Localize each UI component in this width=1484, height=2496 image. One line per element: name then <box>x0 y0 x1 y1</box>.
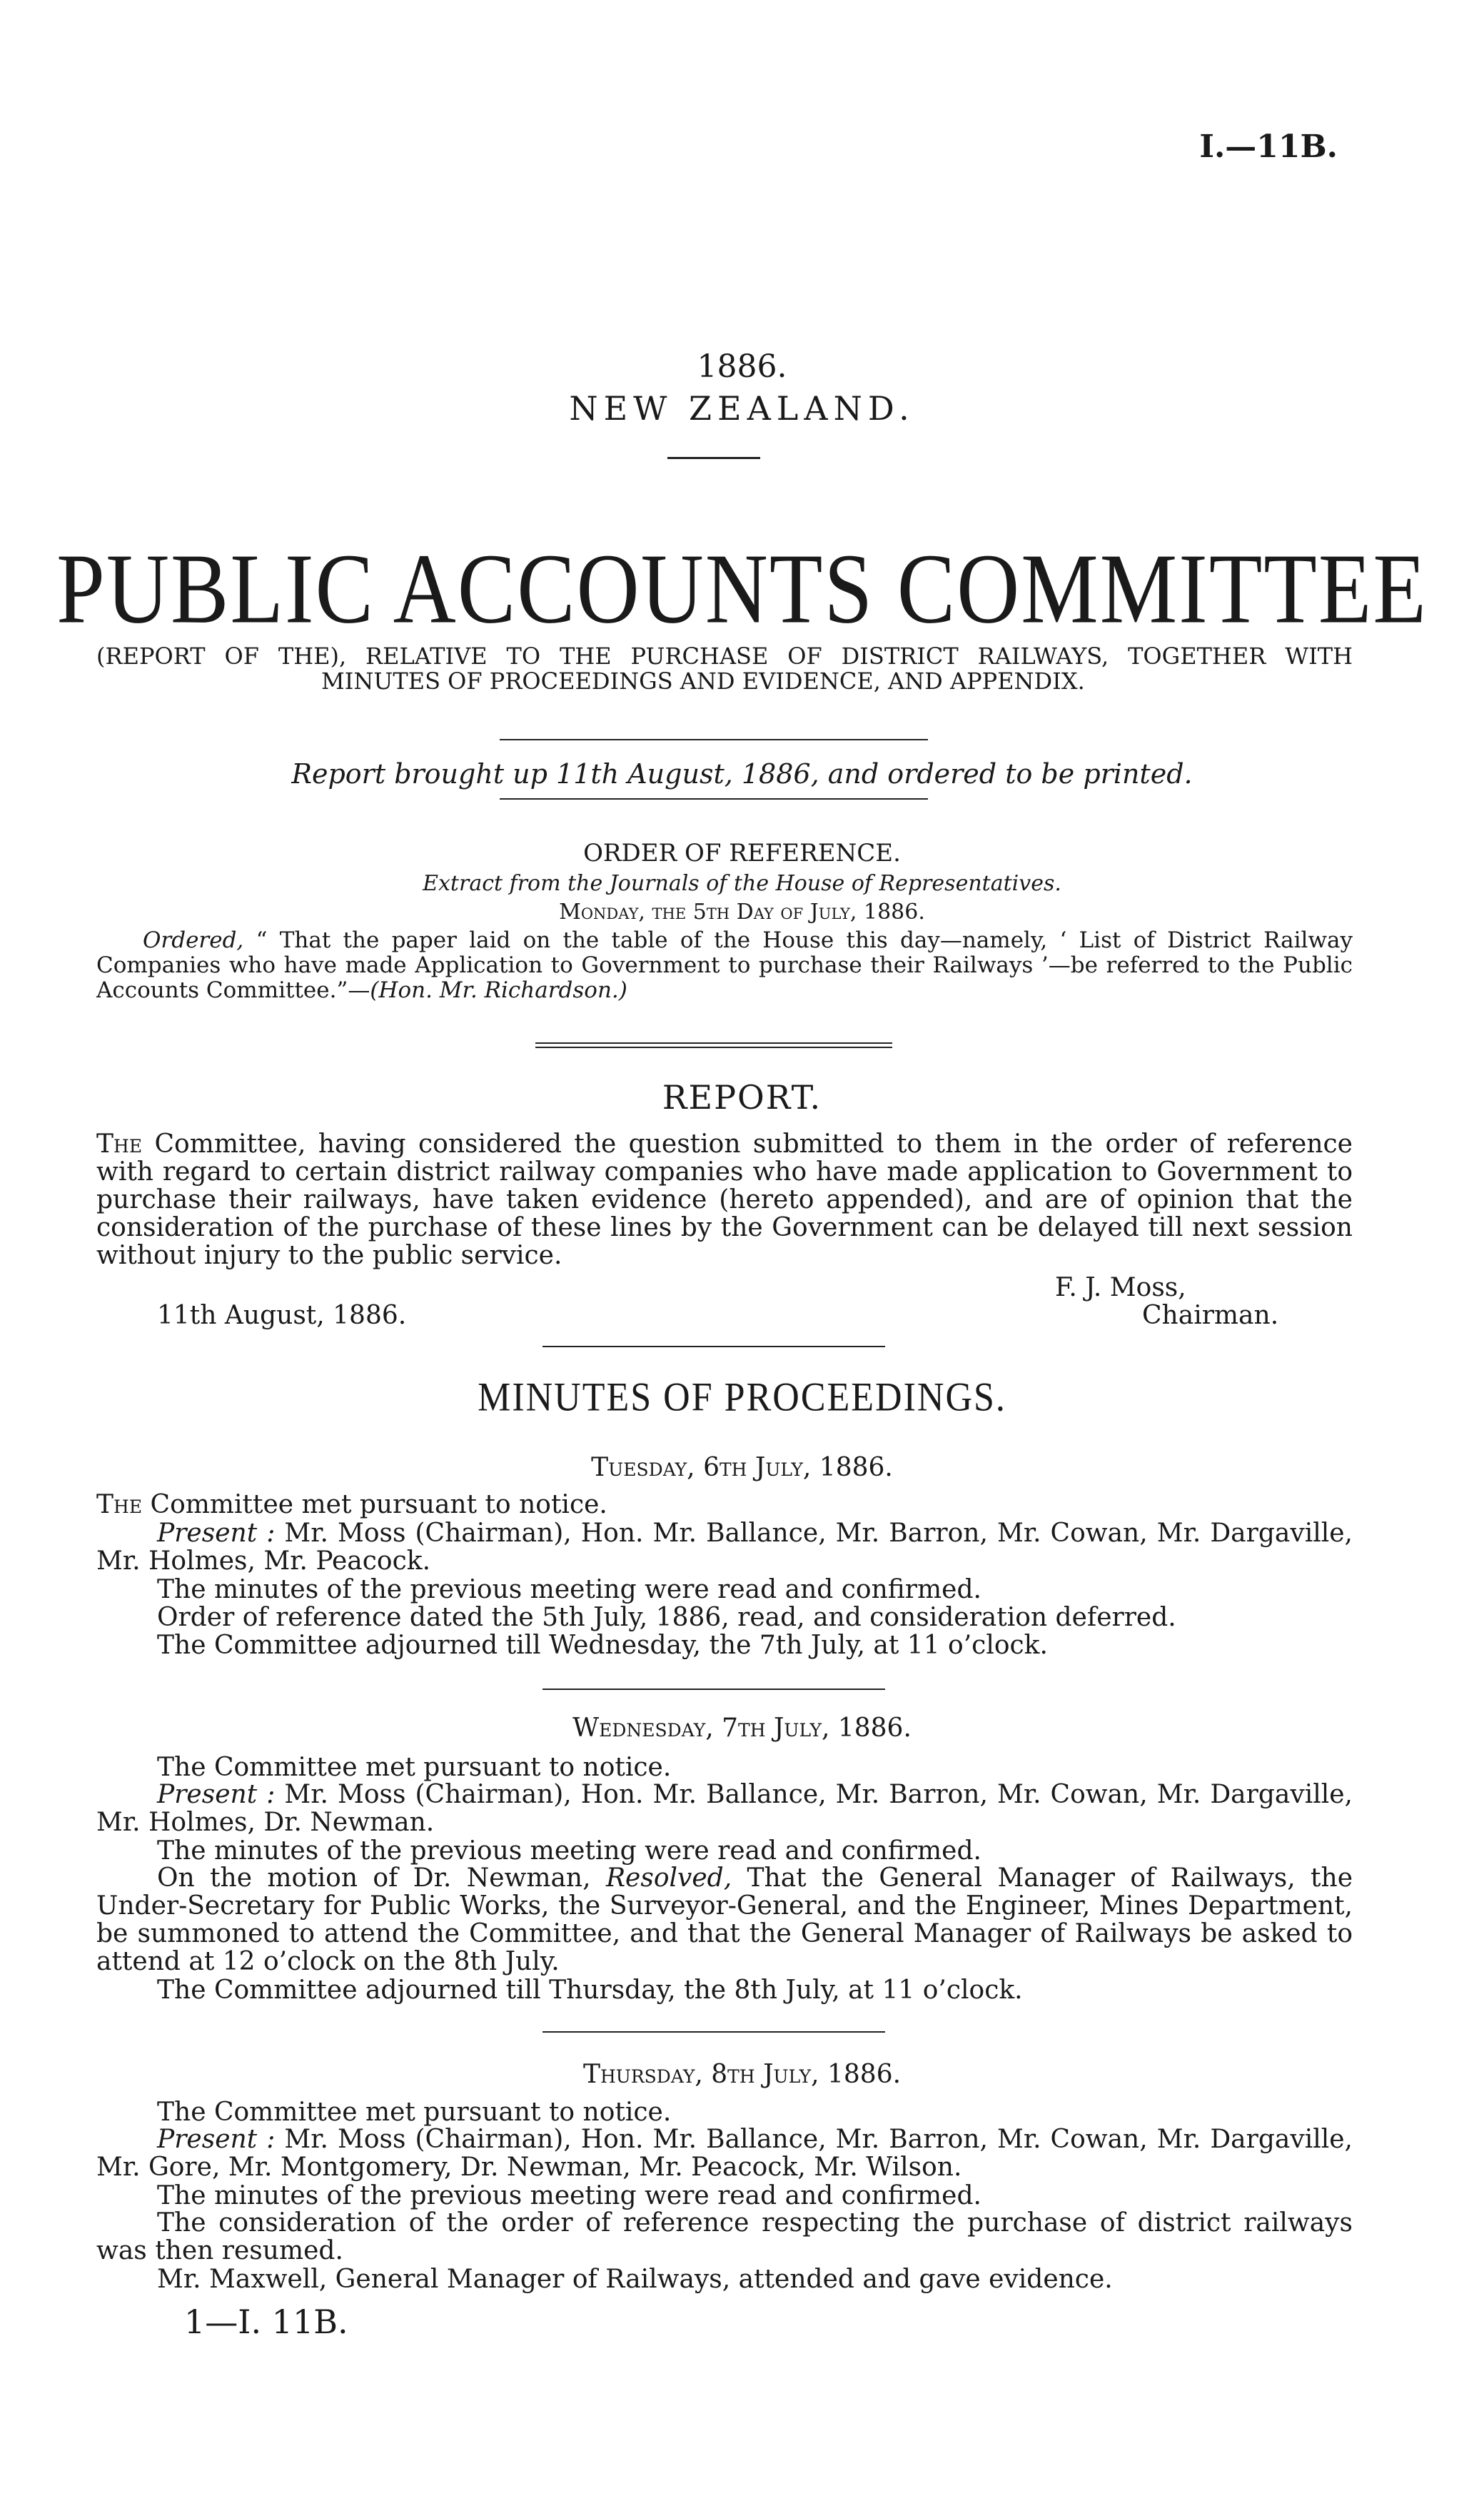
session-1-the: The <box>96 1490 143 1519</box>
session-2-resolved: Resolved, <box>605 1863 732 1893</box>
session-1-present-label: Present : <box>157 1519 276 1548</box>
ordered-word: Ordered, <box>143 927 244 953</box>
session-3-present <box>96 2125 1353 2181</box>
order-text <box>96 928 1353 1003</box>
session-3-line-3: The minutes of the previous meeting were read and confirmed. <box>157 2181 981 2210</box>
divider <box>542 1689 885 1690</box>
order-mover: (Hon. Mr. Richardson.) <box>370 977 627 1003</box>
report-heading: REPORT. <box>662 1078 822 1117</box>
session-2-line-1: The Committee met pursuant to notice. <box>157 1753 672 1782</box>
session-2-motion-a: On the motion of Dr. Newman, <box>157 1863 606 1893</box>
divider <box>667 457 760 459</box>
report-text <box>96 1130 1353 1269</box>
document-title: PUBLIC ACCOUNTS COMMITTEE <box>56 533 1428 645</box>
session-1-line-4: Order of reference dated the 5th July, 1886, read, and consideration deferred. <box>157 1603 1176 1632</box>
session-2-line-5: The Committee adjourned till Thursday, the 8th July, at 11 o’clock. <box>157 1976 1023 2005</box>
divider <box>535 1047 892 1048</box>
divider <box>542 1346 885 1347</box>
session-3-line-1: The Committee met pursuant to notice. <box>157 2098 672 2127</box>
report-date: 11th August, 1886. <box>157 1301 407 1330</box>
order-date: Monday, the 5th Day of July, 1886. <box>559 900 925 925</box>
session-3-line-4: The consideration of the order of reference respecting the purchase of district railways was then resumed. <box>96 2208 1353 2265</box>
session-1-line-3: The minutes of the previous meeting were read and confirmed. <box>157 1575 981 1604</box>
session-3-present-label: Present : <box>157 2125 276 2154</box>
country: NEW ZEALAND. <box>569 389 915 428</box>
order-body: “ That the paper laid on the table of the House this day—namely, ‘ List of District Railway Companies who have made Application to Government to purchase their Railways ’—be referred to the Public Accounts Committee.”— <box>96 927 1353 1003</box>
divider <box>542 2031 885 2033</box>
session-3-line-5: Mr. Maxwell, General Manager of Railways, attended and gave evidence. <box>157 2265 1113 2294</box>
session-1-met: Committee met pursuant to notice. <box>142 1490 607 1519</box>
document-reference: I.—11B. <box>1199 129 1338 165</box>
session-2-present-text: Mr. Moss (Chairman), Hon. Mr. Ballance, Mr. Barron, Mr. Cowan, Mr. Dargaville, Mr. Holmes, Dr. Newman. <box>96 1780 1353 1837</box>
session-2-line-3: The minutes of the previous meeting were read and confirmed. <box>157 1836 981 1866</box>
session-1-line-5: The Committee adjourned till Wednesday, the 7th July, at 11 o’clock. <box>157 1631 1048 1660</box>
session-2-present <box>96 1781 1353 1836</box>
session-3-present-text: Mr. Moss (Chairman), Hon. Mr. Ballance, Mr. Barron, Mr. Cowan, Mr. Dargaville, Mr. Gore, Mr. Montgomery, Dr. Newman, Mr. Peacock, Mr. Wilson. <box>96 2125 1353 2182</box>
divider <box>535 1042 892 1044</box>
session-2-motion-b: That the General Manager of Railways, the Under-Secretary for Public Works, the Surveyor-General, and the Engineer, Mines Department, be summoned to attend the Committee, and that the General Manager of Railways be asked to attend at 12 o’clock on the 8th July. <box>96 1863 1353 1976</box>
order-extract: Extract from the Journals of the House of Representatives. <box>423 871 1061 896</box>
session-1-line-1 <box>96 1490 607 1519</box>
report-body: Committee, having considered the question submitted to them in the order of reference with regard to certain district railway companies who have made application to Government to purchase their railways, have taken evidence (hereto appended), and are of opinion that the consideration of the purchase of these lines by the Government can be delayed till next session without injury to the public service. <box>96 1129 1353 1270</box>
order-heading: ORDER OF REFERENCE. <box>583 839 901 867</box>
subtitle-line-1: (REPORT OF THE), RELATIVE TO THE PURCHASE OF DISTRICT RAILWAYS, TOGETHER WITH <box>96 643 1353 670</box>
session-1-present-text: Mr. Moss (Chairman), Hon. Mr. Ballance, Mr. Barron, Mr. Cowan, Mr. Dargaville, Mr. Holmes, Mr. Peacock. <box>96 1519 1353 1576</box>
signatory-role: Chairman. <box>1142 1301 1279 1330</box>
signatory: F. J. Moss, <box>1055 1273 1186 1302</box>
session-2-date: Wednesday, 7th July, 1886. <box>572 1714 912 1743</box>
session-1-present <box>96 1519 1353 1575</box>
session-2-present-label: Present : <box>157 1780 276 1809</box>
divider <box>500 739 928 740</box>
minutes-heading: MINUTES OF PROCEEDINGS. <box>478 1375 1006 1420</box>
subtitle-line-2: MINUTES OF PROCEEDINGS AND EVIDENCE, AND APPENDIX. <box>321 668 1085 695</box>
page-signature: 1—I. 11B. <box>184 2303 348 2341</box>
session-3-date: Thursday, 8th July, 1886. <box>582 2060 902 2089</box>
year: 1886. <box>697 348 787 385</box>
divider <box>500 798 928 800</box>
report-the: The <box>96 1129 143 1159</box>
session-2-motion <box>96 1864 1353 1976</box>
report-brought-up: Report brought up 11th August, 1886, and ordered to be printed. <box>291 758 1193 790</box>
session-1-date: Tuesday, 6th July, 1886. <box>591 1453 893 1482</box>
